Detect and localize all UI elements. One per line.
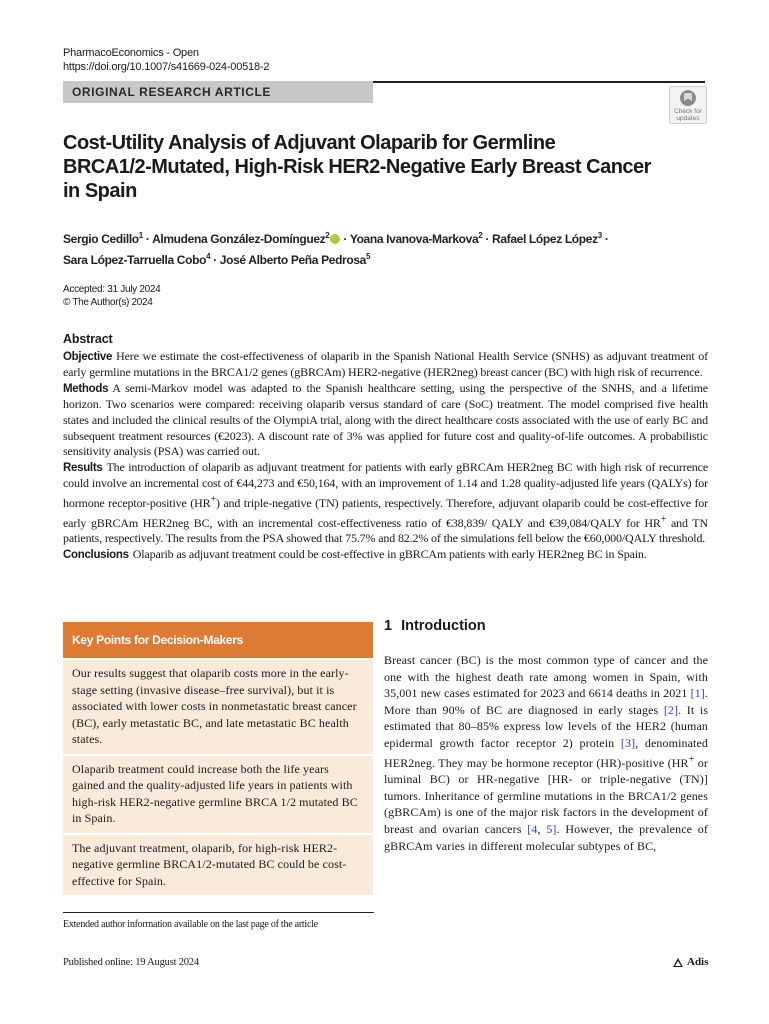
author-name: Almudena González-Domínguez	[152, 232, 326, 246]
accepted-date: Accepted: 31 July 2024	[63, 284, 161, 295]
publisher-logo	[673, 956, 708, 968]
superscript: +	[210, 493, 216, 505]
footnote-rule	[63, 912, 374, 913]
author[interactable]	[492, 232, 602, 246]
separator: ·	[340, 232, 350, 246]
introduction-heading	[384, 618, 486, 634]
check-for-updates-button[interactable]	[669, 86, 707, 124]
author[interactable]	[63, 253, 210, 267]
header-rule	[373, 81, 705, 83]
bookmark-icon	[680, 90, 696, 106]
abstract-methods	[63, 381, 708, 460]
body-text: , denominated HER2neg. They may be hormone receptor (HR)-positive (HR	[384, 735, 708, 770]
body-text: . More than 90% of BC are diagnosed in early stages	[384, 686, 709, 717]
author[interactable]	[152, 232, 340, 246]
author-name: José Alberto Peña Pedrosa	[219, 253, 366, 267]
author[interactable]	[63, 232, 143, 246]
section-title: Introduction	[401, 618, 486, 634]
author[interactable]	[350, 232, 483, 246]
copyright: © The Author(s) 2024	[63, 297, 153, 308]
affiliation-number: 5	[366, 252, 371, 261]
abstract-section	[63, 332, 708, 563]
abstract-results	[63, 460, 708, 547]
citation-link[interactable]: [4	[527, 821, 538, 836]
results-text: The introduction of olaparib as adjuvant treatment for patients with early gBRCAm HER2neg BC with high risk of recurrence could involve an incremental cost of €44,273 and €50,164, with an improvement of 1.14 and 1.28 quality-adjusted life years (QALYs) for hormone receptor-positive (HR	[63, 459, 708, 510]
check-for-updates-label-1: Check for	[674, 108, 702, 115]
citation-link[interactable]: [3]	[620, 735, 636, 750]
author[interactable]	[220, 253, 370, 267]
article-type-label: ORIGINAL RESEARCH ARTICLE	[72, 85, 272, 99]
body-text: or luminal BC) or HR-negative [HR- or triple-negative (TN)] tumors. Inheritance of germline mutations in the BRCA1/2 genes (gBRCAm) is one of the major risk factors in the development of breast and ovarian cancers	[384, 755, 708, 836]
title-line: Cost-Utility Analysis of Adjuvant Olaparib for Germline	[63, 132, 556, 154]
separator: ·	[210, 253, 220, 267]
key-point-item: Olaparib treatment could increase both the life years gained and the quality-adjusted life years in patients with high-risk HER2-negative germline BRCA 1/2 mutated BC in Spain.	[63, 756, 373, 833]
journal-name: PharmacoEconomics - Open	[63, 47, 199, 59]
conclusions-text: Olaparib as adjuvant treatment could be cost-effective in gBRCAm patients with early HER2neg BC in Spain.	[132, 546, 647, 561]
results-label: Results	[63, 461, 103, 474]
article-title	[63, 131, 651, 203]
superscript: +	[688, 753, 695, 765]
affiliation-number: 4	[206, 252, 211, 261]
affiliation-number: 1	[138, 231, 143, 240]
orcid-icon[interactable]	[330, 234, 340, 244]
methods-label: Methods	[63, 382, 109, 395]
article-type-banner	[63, 81, 373, 103]
published-date: Published online: 19 August 2024	[63, 957, 199, 968]
body-text: ,	[537, 821, 547, 836]
methods-text: A semi-Markov model was adapted to the Spanish healthcare setting, using the perspective of the SNHS, and a lifetime horizon. Two scenarios were compared: receiving olaparib versus standard of care (SoC) treatment. The model comprised five health states and included the clinical results of the OlympiA trial, along with the direct healthcare costs associated with the use of early BC and subsequent treatment resources (€2023). A discount rate of 3% was applied for future cost and quality-of-life outcomes. A probabilistic sensitivity analysis (PSA) was carried out.	[63, 380, 708, 459]
citation-link[interactable]: [2]	[663, 702, 679, 717]
results-text: and TN patients, respectively. The results from the PSA showed that 75.7% and 82.2% of the simulations fell below the €60,000/QALY threshold.	[63, 515, 709, 546]
affiliation-number: 2	[478, 231, 483, 240]
body-text: Breast cancer (BC) is the most common type of cancer and the one with the highest death rate among women in Spain, with 35,001 new cases estimated for 2023 and 6614 deaths in 2021	[384, 653, 708, 701]
check-for-updates-label-2: updates	[676, 115, 700, 122]
journal-header	[63, 46, 269, 74]
doi-link[interactable]: https://doi.org/10.1007/s41669-024-00518-2	[63, 61, 270, 73]
affiliation-number: 2	[325, 231, 330, 240]
author-name: Yoana Ivanova-Markova	[349, 232, 479, 246]
key-points-box	[63, 622, 373, 895]
key-point-item: The adjuvant treatment, olaparib, for high-risk HER2-negative germline BRCA1/2-mutated BC could be cost-effective for Spain.	[63, 835, 373, 896]
section-number: 1	[384, 618, 393, 634]
abstract-objective	[63, 349, 708, 381]
publisher-name: Adis	[687, 956, 709, 968]
body-text: . However, the prevalence of gBRCAm varies in different molecular subtypes of BC,	[384, 821, 709, 853]
title-line: in Spain	[63, 180, 137, 202]
introduction-paragraph	[384, 652, 708, 854]
objective-label: Objective	[63, 350, 113, 363]
separator: ·	[482, 232, 493, 246]
results-text: ) and triple-negative (TN) patients, respectively. Therefore, adjuvant olaparib could be cost-effective for early gBRCAm HER2neg BC, with an incremental cost-effectiveness ratio of €38,839/ QALY and €39,084/QALY for HR	[63, 495, 708, 530]
abstract-conclusions	[63, 547, 708, 564]
author-name: Sergio Cedillo	[63, 232, 139, 246]
author-name: Rafael López López	[492, 232, 598, 246]
superscript: +	[660, 513, 667, 525]
affiliation-number: 3	[597, 231, 602, 240]
title-line: BRCA1/2-Mutated, High-Risk HER2-Negative Early Breast Cancer	[63, 156, 651, 178]
abstract-heading: Abstract	[63, 332, 113, 346]
separator: ·	[142, 232, 153, 246]
body-text: . It is estimated that 80–85% express low levels of the HER2 (human epidermal growth factor receptor 2) protein	[384, 702, 708, 750]
key-point-item: Our results suggest that olaparib costs more in the early-stage setting (invasive disease–free survival), but it is associated with lower costs in nonmetastatic breast cancer (BC), early metastatic BC, and late metastatic BC health states.	[63, 660, 373, 754]
separator: ·	[601, 232, 609, 246]
conclusions-label: Conclusions	[63, 548, 129, 561]
adis-triangle-icon	[673, 958, 683, 967]
citation-link[interactable]: 5]	[546, 821, 557, 836]
author-name: Sara López-Tarruella Cobo	[63, 253, 207, 267]
article-dates	[63, 283, 160, 309]
author-list	[63, 227, 713, 269]
citation-link[interactable]: [1]	[690, 686, 705, 701]
key-points-heading: Key Points for Decision-Makers	[63, 622, 373, 658]
footnote: Extended author information available on the last page of the article	[63, 919, 318, 930]
objective-text: Here we estimate the cost-effectiveness of olaparib in the Spanish National Health Service (SNHS) as adjuvant treatment of early germline mutations in the BRCA1/2 genes (gBRCAm) HER2-negative (HER2neg) breast cancer (BC) with high risk of recurrence.	[63, 348, 708, 380]
